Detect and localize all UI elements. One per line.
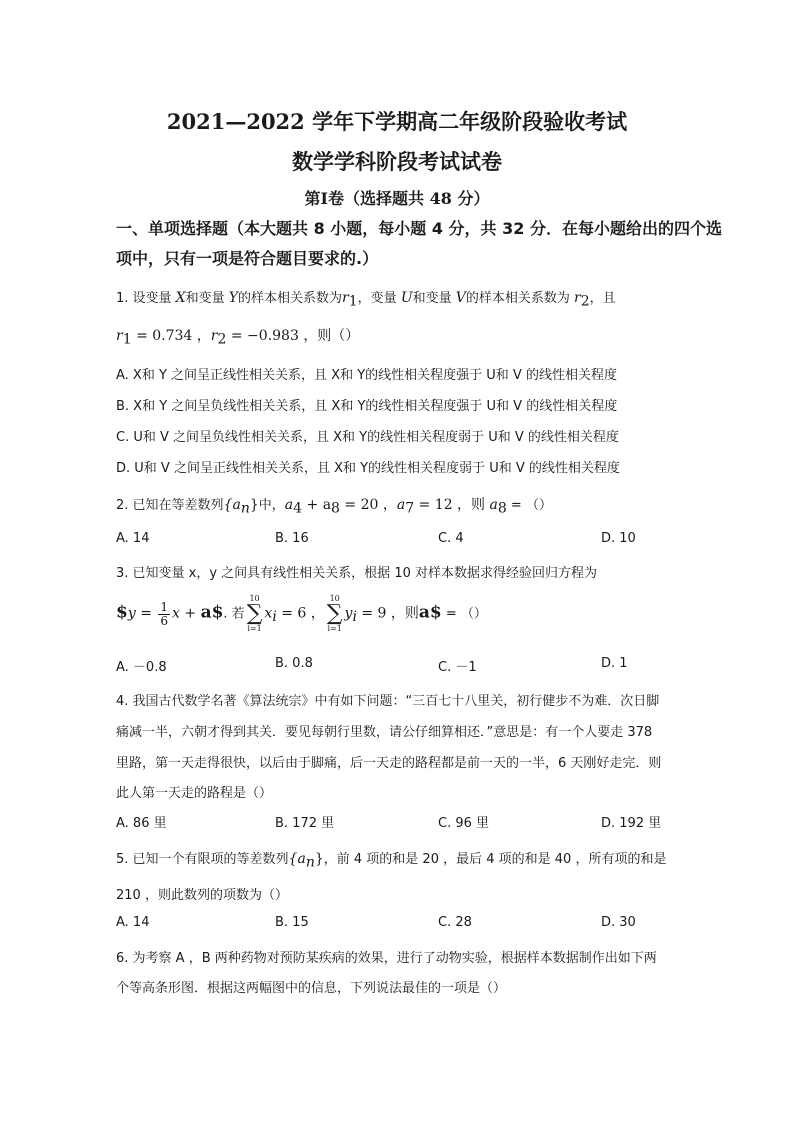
q1-option-b: B. X和 Y 之间呈负线性相关关系，且 X和 Y的线性相关程度强于 U和 V 的线性相关程度 bbox=[116, 399, 618, 414]
q3-equation: $y = $\frac{1}{6}$ x + a$. 若 10 ∑ i=1 $x_i = 6$ ， 10 ∑ i=1 $y_i = 9$ ，则a$ = （） bbox=[116, 594, 487, 633]
q2-option-d: D. 10 bbox=[601, 531, 636, 546]
q5-option-a: A. 14 bbox=[116, 915, 150, 930]
q3-option-d: D. 1 bbox=[601, 656, 628, 671]
section-title: 第Ⅰ卷（选择题共 48 分） bbox=[304, 189, 490, 208]
q4-line3: 里路，第一天走得很快，以后由于脚痛，后一天走的路程都是前一天的一半，6 天刚好走完．则 bbox=[116, 756, 662, 771]
q5-option-d: D. 30 bbox=[601, 915, 636, 930]
q1-option-d: D. U和 V 之间呈正线性相关关系，且 X和 Y的线性相关程度弱于 U和 V 的线性相关程度 bbox=[116, 461, 620, 476]
sum-symbol-x: 10 ∑ i=1 bbox=[246, 594, 263, 633]
q4-option-c: C. 96 里 bbox=[438, 816, 490, 831]
q1-option-c: C. U和 V 之间呈负线性相关关系，且 X和 Y的线性相关程度弱于 U和 V 的线性相关程度 bbox=[116, 430, 619, 445]
q3-option-b: B. 0.8 bbox=[275, 656, 313, 671]
part1-heading-line2: 项中，只有一项是符合题目要求的.） bbox=[116, 249, 379, 268]
sum-symbol-y: 10 ∑ i=1 bbox=[326, 594, 343, 633]
q2-stem: 2. 已知在等差数列$\{a_n\}$中，$a_4 + a_8 = 20$ ，$a_7 = 12$ ，则 $a_8$ = （） bbox=[116, 497, 552, 517]
q6-line2: 个等高条形图．根据这两幅图中的信息，下列说法最佳的一项是（） bbox=[116, 981, 507, 996]
q4-option-d: D. 192 里 bbox=[601, 816, 662, 831]
q1-stem-line2: $r_1 = 0.734$ ，$r_2 = -0.983$ ，则（） bbox=[116, 328, 360, 348]
q1-option-a: A. X和 Y 之间呈正线性相关关系，且 X和 Y的线性相关程度强于 U和 V 的线性相关程度 bbox=[116, 368, 617, 383]
q2-option-b: B. 16 bbox=[275, 531, 309, 546]
part1-heading-line1: 一、单项选择题（本大题共 8 小题，每小题 4 分，共 32 分．在每小题给出的四个选 bbox=[116, 219, 722, 238]
q2-option-a: A. 14 bbox=[116, 531, 150, 546]
q5-line2: 210 ，则此数列的项数为（） bbox=[116, 888, 288, 903]
q3-stem: 3. 已知变量 x，y 之间具有线性相关关系，根据 10 对样本数据求得经验回归方程为 bbox=[116, 566, 597, 581]
q3-option-c: C. －1 bbox=[438, 660, 477, 675]
q6-line1: 6. 为考察 A ，B 两种药物对预防某疾病的效果，进行了动物实验，根据样本数据制作出如下两 bbox=[116, 951, 657, 966]
q3-option-a: A. －0.8 bbox=[116, 660, 167, 675]
q4-option-b: B. 172 里 bbox=[275, 816, 335, 831]
fraction-one-sixth: $\frac{1}{6}$ bbox=[160, 599, 169, 628]
q5-line1: 5. 已知一个有限项的等差数列$\{a_n\}$，前 4 项的和是 20 ，最后 4 项的和是 40 ，所有项的和是 bbox=[116, 851, 667, 871]
q5-option-c: C. 28 bbox=[438, 915, 472, 930]
q1-stem-line1: 1. 设变量 X和变量 Y的样本相关系数为$r_1$，变量 U和变量 V的样本相关系数为 $r_2$，且 bbox=[116, 290, 616, 310]
q2-option-c: C. 4 bbox=[438, 531, 464, 546]
exam-subtitle: 数学学科阶段考试试卷 bbox=[292, 149, 502, 174]
q5-option-b: B. 15 bbox=[275, 915, 309, 930]
q4-line2: 痛减一半，六朝才得到其关．要见每朝行里数，请公仔细算相还．”意思是：有一个人要走 378 bbox=[116, 725, 653, 740]
q4-option-a: A. 86 里 bbox=[116, 816, 167, 831]
q4-line1: 4. 我国古代数学名著《算法统宗》中有如下问题：“三百七十八里关，初行健步不为难．次日脚 bbox=[116, 694, 660, 709]
q4-line4: 此人第一天走的路程是（） bbox=[116, 786, 273, 801]
exam-title: 2021—2022 学年下学期高二年级阶段验收考试 bbox=[166, 109, 628, 134]
